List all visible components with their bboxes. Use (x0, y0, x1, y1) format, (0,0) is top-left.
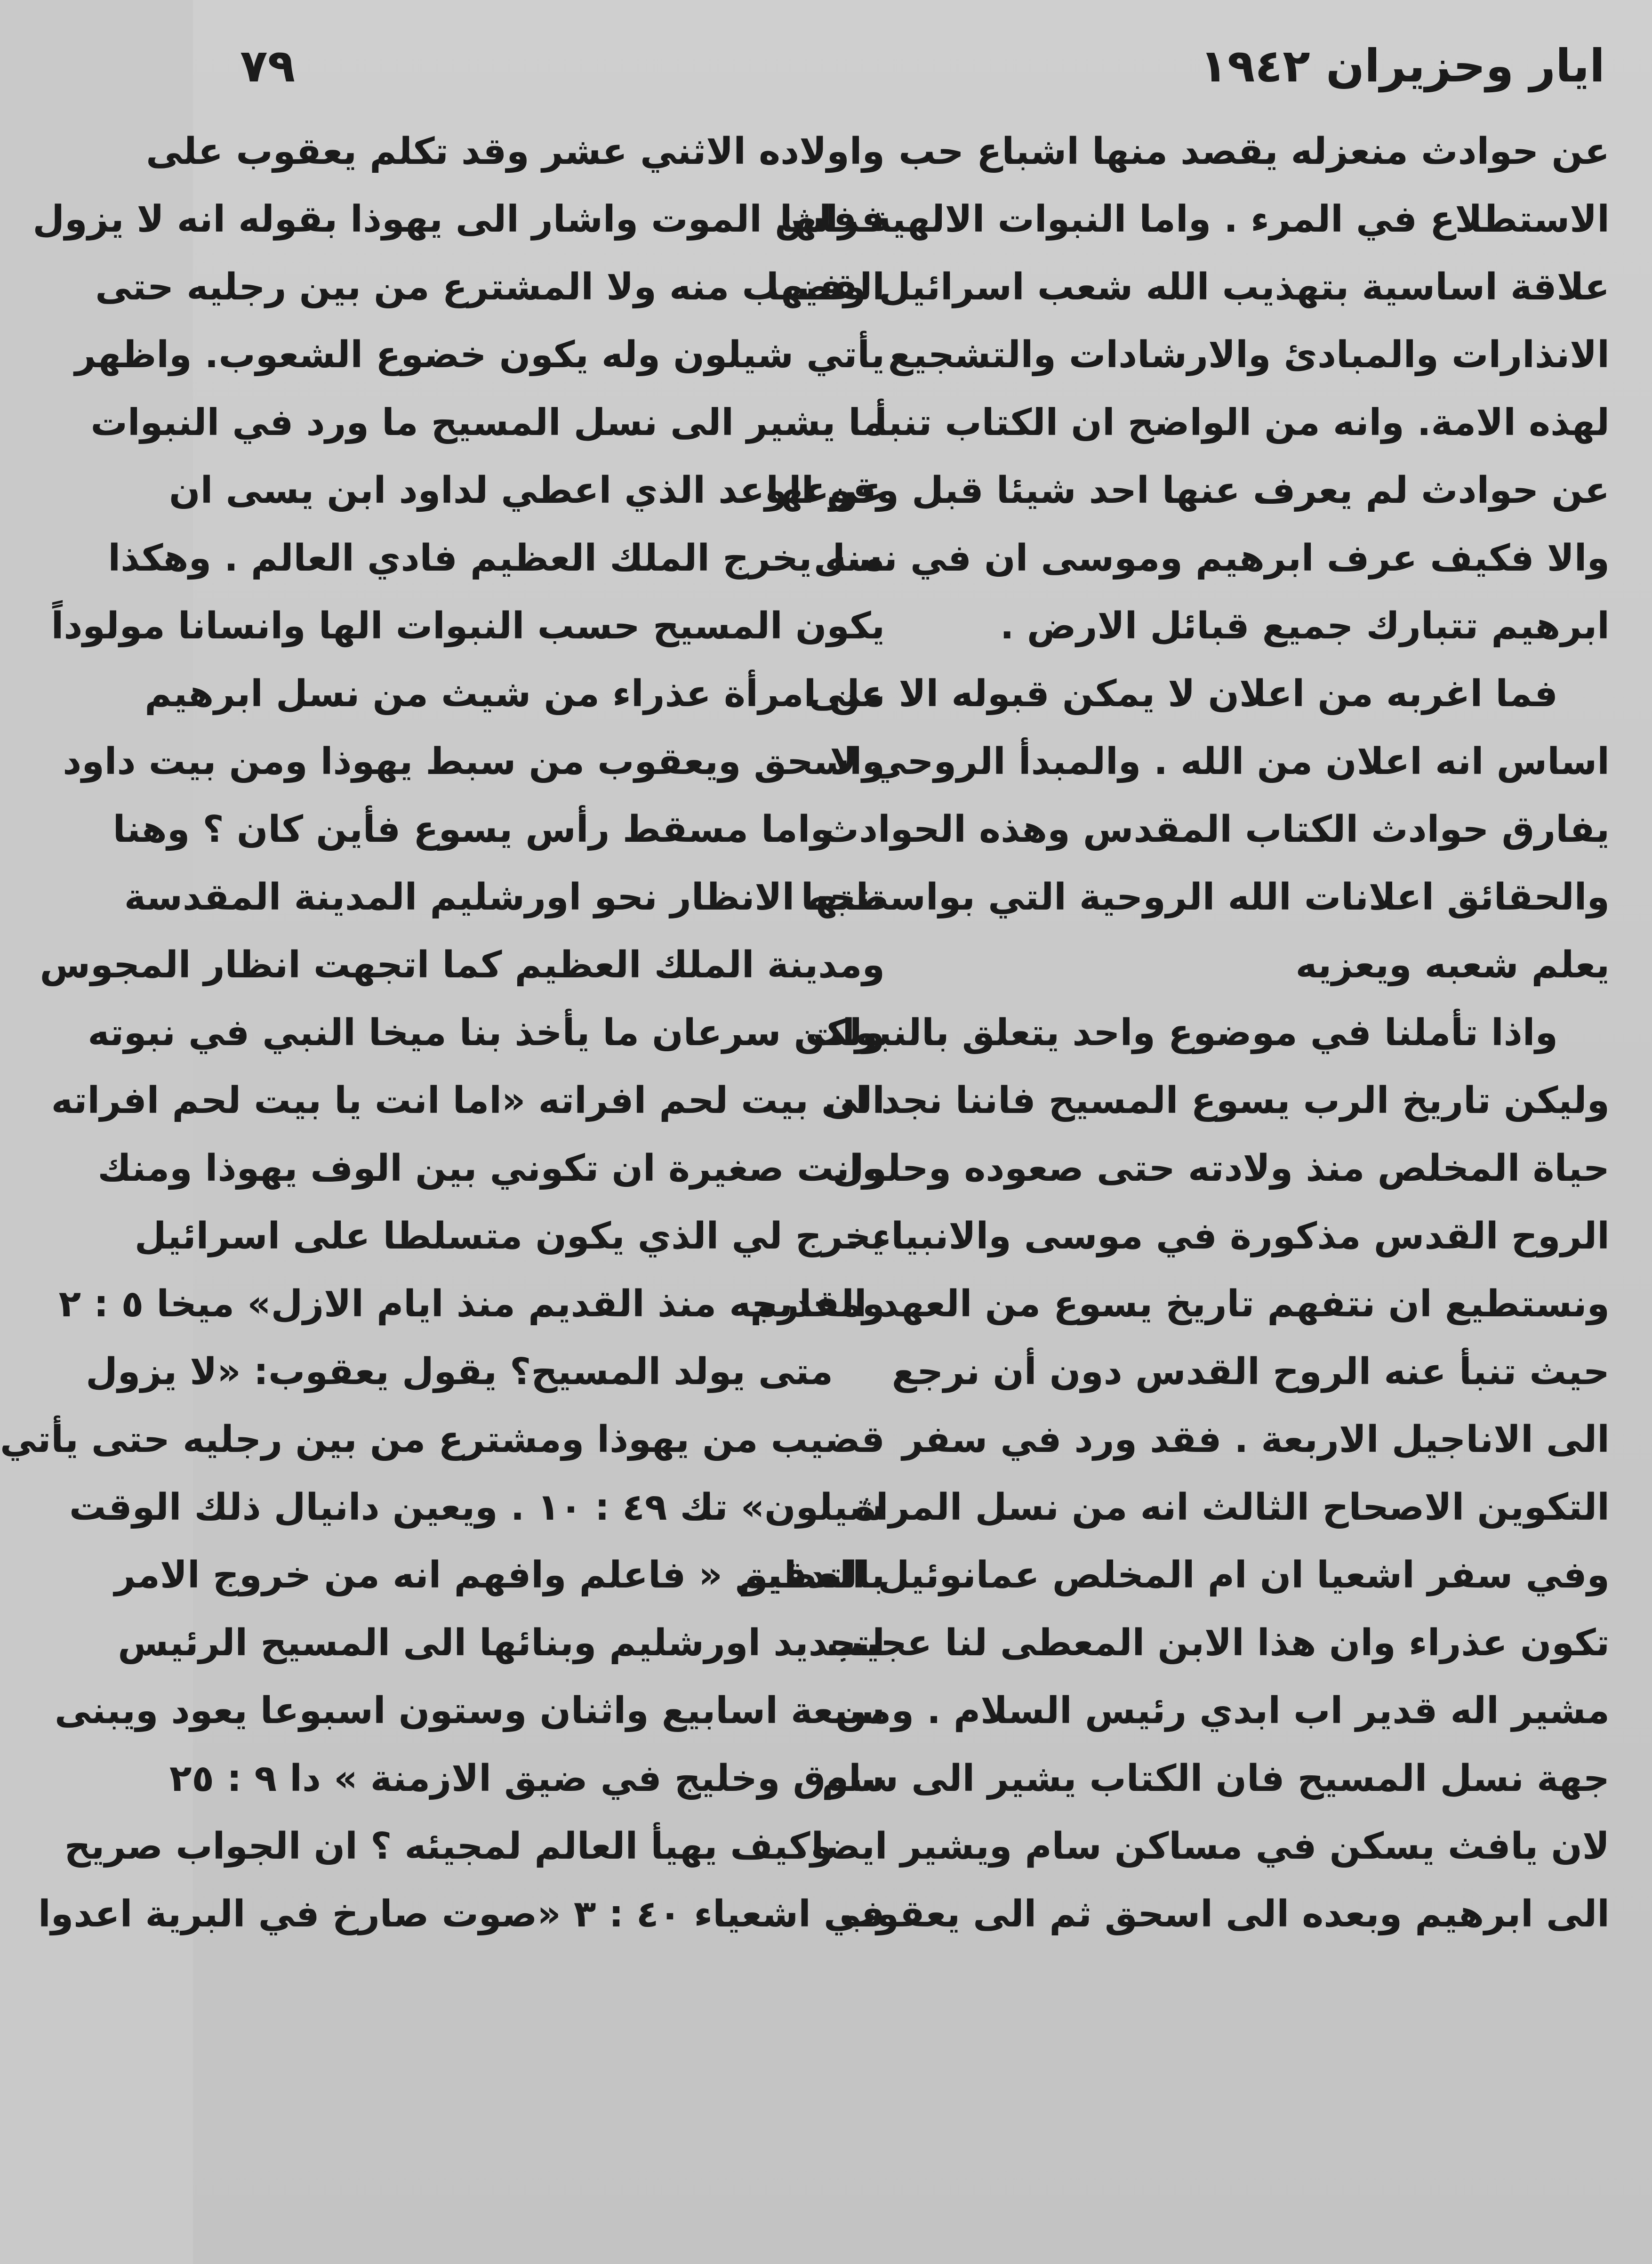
text-line: ما يشير الى نسل المسيح ما ورد في النبوات (90, 402, 885, 444)
text-line: عن حوادث لم يعرف عنها احد شيئا قبل وقوعها (766, 469, 1610, 512)
text-line: الروح القدس مذكورة في موسى والانبياء . (845, 1215, 1610, 1257)
text-line: فراش الموت واشار الى يهوذا بقوله انه لا يزول (32, 198, 885, 241)
text-line: واما مسقط رأس يسوع فأين كان ؟ وهنا (112, 808, 833, 851)
text-line: وفي سفر اشعيا ان ام المخلص عمانوئيل العظيم (738, 1554, 1610, 1596)
page-number: ٧٩ (240, 40, 296, 92)
text-line: الى الاناجيل الاربعة . فقد ورد في سفر (902, 1418, 1610, 1461)
text-line: سبعة اسابيع واثنان وستون اسبوعا يعود ويبنى (54, 1690, 885, 1732)
text-line: الى بيت لحم افراته «اما انت يا بيت لحم افراته (51, 1080, 885, 1122)
text-line: واذا تأملنا في موضوع واحد يتعلق بالنبوات (805, 1012, 1558, 1054)
text-line: متى يولد المسيح؟ يقول يعقوب: «لا يزول (86, 1351, 833, 1393)
text-line: يكون المسيح حسب النبوات الها وانسانا مولوداً (51, 605, 885, 647)
left-text-column (0, 118, 885, 2246)
text-line: مشير اله قدير اب ابدي رئيس السلام . ومن (835, 1690, 1610, 1732)
text-line: لهذه الامة. وانه من الواضح ان الكتاب تنبأ (874, 402, 1610, 444)
text-line: وانت صغيرة ان تكوني بين الوف يهوذا ومنك (97, 1147, 885, 1190)
text-line: القضيب منه ولا المشترع من بين رجليه حتى (95, 266, 885, 308)
issue-date: ايار وحزيران ١٩٤٢ (1200, 40, 1605, 92)
text-line: واولاده الاثني عشر وقد تكلم يعقوب على (146, 130, 885, 173)
text-line: جهة نسل المسيح فان الكتاب يشير الى سام (821, 1757, 1610, 1800)
text-line: لتجديد اورشليم وبنائها الى المسيح الرئيس (118, 1622, 885, 1664)
text-line: قضيب من يهوذا ومشترع من بين رجليه حتى يأتي (0, 1418, 885, 1461)
text-line: عن حوادث منعزله يقصد منها اشباع حب (898, 130, 1610, 173)
text-line: والا فكيف عرف ابرهيم وموسى ان في نسل (813, 537, 1610, 580)
text-line: من امرأة عذراء من شيث من نسل ابرهيم (144, 673, 885, 715)
text-line: اساس انه اعلان من الله . والمبدأ الروحي لا (830, 741, 1610, 783)
text-line: ونستطيع ان نتفهم تاريخ يسوع من العهد القديم (750, 1283, 1610, 1325)
text-line: وليكن تاريخ الرب يسوع المسيح فاننا نجد ان (824, 1080, 1610, 1122)
text-line: ومدينة الملك العظيم كما اتجهت انظار المجوس (40, 944, 885, 986)
text-line: حيث تنبأ عنه الروح القدس دون أن نرجع (891, 1351, 1610, 1393)
text-line: الاستطلاع في المرء . واما النبوات الالهية فلها (779, 198, 1610, 241)
text-line: ومخارجه منذ القديم منذ ايام الازل» ميخا ٥ : ٢ (58, 1283, 885, 1325)
text-line: تكون عذراء وان هذا الابن المعطى لنا عجيب (826, 1622, 1610, 1664)
text-line: وكيف يهيأ العالم لمجيئه ؟ ان الجواب صريح (64, 1825, 833, 1868)
text-line: الى ابرهيم وبعده الى اسحق ثم الى يعقوب (839, 1893, 1610, 1935)
text-line: حياة المخلص منذ ولادته حتى صعوده وحلول (832, 1147, 1610, 1190)
text-line: يفارق حوادث الكتاب المقدس وهذه الحوادث (822, 808, 1610, 851)
text-line: يخرج لي الذي يكون متسلطا على اسرائيل (134, 1215, 885, 1257)
text-line: عن الوعد الذي اعطي لداود ابن يسى ان (169, 469, 885, 512)
text-line: منه يخرج الملك العظيم فادي العالم . وهكذا (108, 537, 885, 580)
text-line: سوق وخليج في ضيق الازمنة » دا ٩ : ٢٥ (169, 1757, 885, 1800)
text-line: يعلم شعبه ويعزيه (1295, 944, 1610, 986)
text-line: فما اغربه من اعلان لا يمكن قبوله الا على (809, 673, 1558, 715)
text-line: التكوين الاصحاح الثالث انه من نسل المراة (854, 1486, 1610, 1529)
text-line: ابرهيم تتبارك جميع قبائل الارض . (1000, 605, 1610, 647)
right-text-column (738, 118, 1610, 2246)
text-line: لان يافث يسكن في مساكن سام ويشير ايضا (811, 1825, 1610, 1868)
text-line: تتجه الانظار نحو اورشليم المدينة المقدسة (124, 876, 885, 918)
text-line: علاقة اساسية بتهذيب الله شعب اسرائيل وفيها (766, 266, 1610, 308)
text-line: واسحق ويعقوب من سبط يهوذا ومن بيت داود (63, 741, 885, 783)
page-header (240, 33, 1605, 99)
text-line: ولكن سرعان ما يأخذ بنا ميخا النبي في نبوته (88, 1012, 885, 1054)
text-line: والحقائق اعلانات الله الروحية التي بواسطتها (801, 876, 1610, 918)
text-line: بالتدقيق « فاعلم وافهم انه من خروج الامر (114, 1554, 885, 1596)
text-line: الانذارات والمبادئ والارشادات والتشجيع (888, 334, 1610, 376)
text-line: في اشعياء ٤٠ : ٣ «صوت صارخ في البرية اعدوا (38, 1893, 885, 1935)
text-line: شيلون» تك ٤٩ : ١٠ . ويعين دانيال ذلك الوقت (69, 1486, 885, 1529)
text-line: يأتي شيلون وله يكون خضوع الشعوب. واظهر (74, 334, 885, 376)
